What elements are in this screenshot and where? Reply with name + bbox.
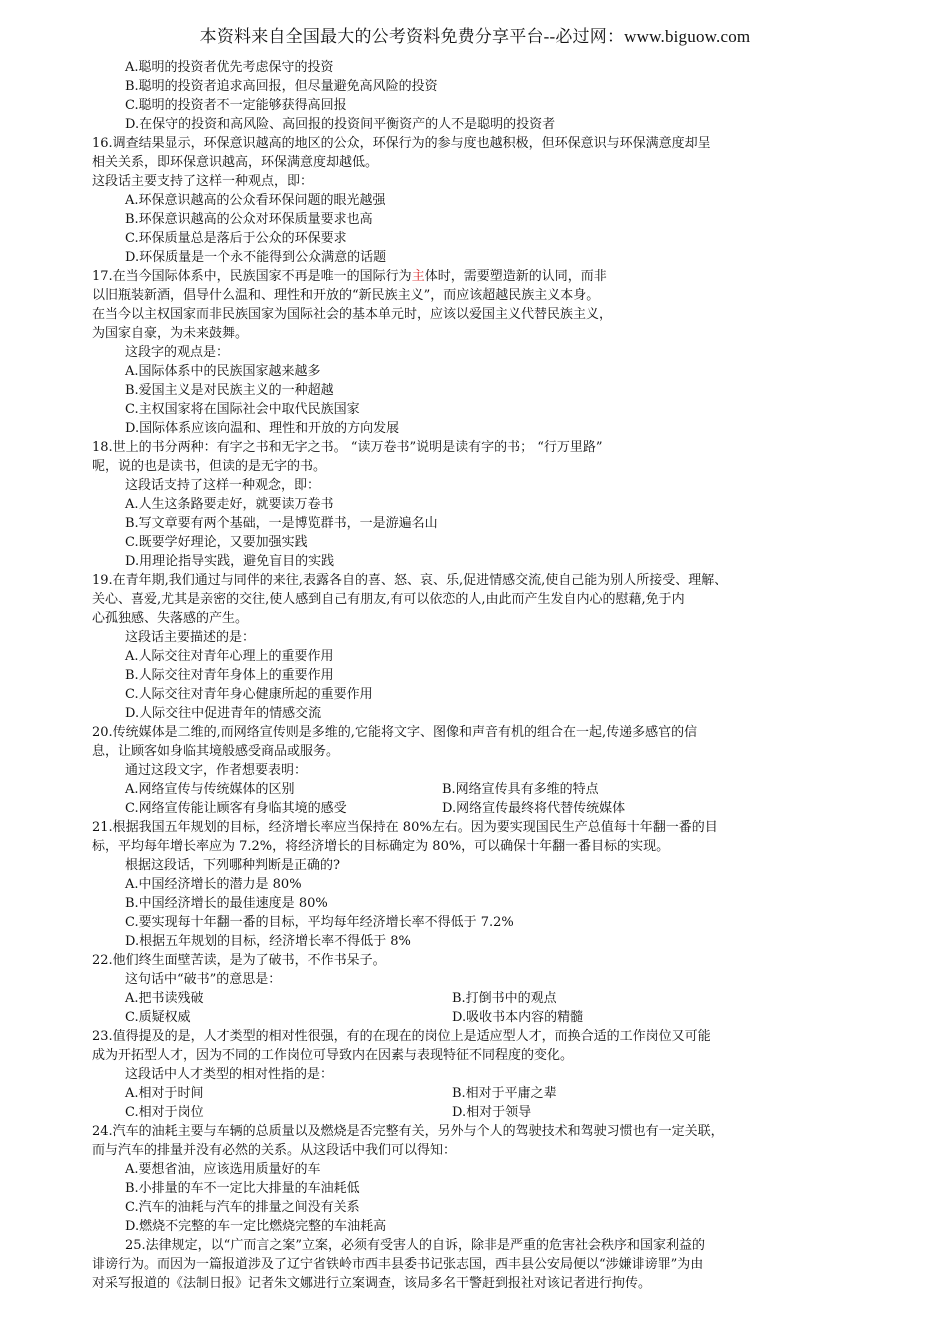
q22-text-line-1: 22.他们终生面壁苦读，是为了破书，不作书呆子。 <box>92 953 386 968</box>
q18-option-a: A.人生这条路要走好，就要读万卷书 <box>125 497 334 512</box>
q17-text-line-4: 为国家自豪，为未来鼓舞。 <box>92 326 249 341</box>
q17-text-part-b: 体时，需要塑造新的认同，而非 <box>424 269 607 284</box>
q21-option-c: C.要实现每十年翻一番的目标，平均每年经济增长率不得低于 7.2% <box>125 915 514 930</box>
q23-option-b: B.相对于平庸之辈 <box>452 1086 557 1101</box>
q23-stem: 这段话中人才类型的相对性指的是： <box>125 1067 334 1082</box>
q17-highlighted-char: 主 <box>411 269 425 284</box>
q20-option-d: D.网络宣传最终将代替传统媒体 <box>442 801 626 816</box>
q17-stem: 这段字的观点是： <box>125 345 230 360</box>
q24-text-line-1: 24.汽车的油耗主要与车辆的总质量以及燃烧是否完整有关，另外与个人的驾驶技术和驾驶习惯也有一定关联， <box>92 1124 724 1139</box>
q20-option-a: A.网络宣传与传统媒体的区别 <box>125 782 295 797</box>
q25-text-line-1: 25.法律规定，以“广而言之案”立案，必须有受害人的自诉，除非是严重的危害社会秩序和国家利益的 <box>125 1238 705 1253</box>
q17-text-line-2: 以旧瓶装新酒，倡导什么温和、理性和开放的“新民族主义”，而应该超越民族主义本身。 <box>92 288 600 303</box>
q17-text-line-1 <box>92 267 887 286</box>
q23-option-c: C.相对于岗位 <box>125 1105 204 1120</box>
q16-text-line-2: 相关关系，即环保意识越高，环保满意度却越低。 <box>92 155 379 170</box>
q20-option-c: C.网络宣传能让顾客有身临其境的感受 <box>125 801 347 816</box>
q19-option-a: A.人际交往对青年心理上的重要作用 <box>125 649 334 664</box>
q15-option-b: B.聪明的投资者追求高回报，但尽量避免高风险的投资 <box>125 79 438 94</box>
q21-option-b: B.中国经济增长的最佳速度是 80% <box>125 896 328 911</box>
q22-option-d: D.吸收书本内容的精髓 <box>452 1010 584 1025</box>
q19-option-d: D.人际交往中促进青年的情感交流 <box>125 706 322 721</box>
q23-option-a: A.相对于时间 <box>125 1086 204 1101</box>
q17-option-c: C.主权国家将在国际社会中取代民族国家 <box>125 402 360 417</box>
q22-stem: 这句话中“破书”的意思是： <box>125 972 282 987</box>
q17-option-a: A.国际体系中的民族国家越来越多 <box>125 364 321 379</box>
q24-option-a: A.要想省油，应该选用质量好的车 <box>125 1162 321 1177</box>
q19-text-line-3: 心孤独感、失落感的产生。 <box>92 611 249 626</box>
q23-options-row-2 <box>92 1103 887 1122</box>
q21-option-d: D.根据五年规划的目标，经济增长率不得低于 8% <box>125 934 411 949</box>
q18-option-c: C.既要学好理论，又要加强实践 <box>125 535 308 550</box>
q22-options-row-1 <box>92 989 887 1008</box>
q24-text-line-2: 而与汽车的排量并没有必然的关系。从这段话中我们可以得知： <box>92 1143 457 1158</box>
q20-stem: 通过这段文字，作者想要表明： <box>125 763 308 778</box>
q16-option-c: C.环保质量总是落后于公众的环保要求 <box>125 231 347 246</box>
q19-stem: 这段话主要描述的是： <box>125 630 256 645</box>
q22-option-b: B.打倒书中的观点 <box>452 991 557 1006</box>
q18-option-b: B.写文章要有两个基础，一是博览群书，一是游遍名山 <box>125 516 438 531</box>
q16-text-line-1: 16.调查结果显示，环保意识越高的地区的公众，环保行为的参与度也越积极，但环保意识与环保满意度却呈 <box>92 136 711 151</box>
q21-text-line-1: 21.根据我国五年规划的目标，经济增长率应当保持在 80%左右。因为要实现国民生产总值每十年翻一番的目 <box>92 820 718 835</box>
q16-option-a: A.环保意识越高的公众看环保问题的眼光越强 <box>125 193 386 208</box>
q24-option-d: D.燃烧不完整的车一定比燃烧完整的车油耗高 <box>125 1219 387 1234</box>
q17-option-d: D.国际体系应该向温和、理性和开放的方向发展 <box>125 421 400 436</box>
q17-text-part-a: 17.在当今国际体系中，民族国家不再是唯一的国际行为 <box>92 269 412 284</box>
q20-text-line-2: 息，让顾客如身临其境般感受商品或服务。 <box>92 744 340 759</box>
q22-option-a: A.把书读残破 <box>125 991 204 1006</box>
q21-stem: 根据这段话，下列哪种判断是正确的? <box>125 858 340 873</box>
q16-option-d: D.环保质量是一个永不能得到公众满意的话题 <box>125 250 387 265</box>
q18-stem: 这段话支持了这样一种观念，即： <box>125 478 321 493</box>
q23-options-row-1 <box>92 1084 887 1103</box>
q20-options-row-2 <box>92 799 887 818</box>
q17-option-b: B.爱国主义是对民族主义的一种超越 <box>125 383 334 398</box>
q24-option-b: B.小排量的车不一定比大排量的车油耗低 <box>125 1181 360 1196</box>
q19-option-b: B.人际交往对青年身体上的重要作用 <box>125 668 334 683</box>
q19-text-line-1: 19.在青年期,我们通过与同伴的来往,表露各自的喜、怒、哀、乐,促进情感交流,使自己能为别人所接受、理解、 <box>92 573 728 588</box>
q17-text-line-3: 在当今以主权国家而非民族国家为国际社会的基本单元时，应该以爱国主义代替民族主义， <box>92 307 613 322</box>
q18-option-d: D.用理论指导实践，避免盲目的实践 <box>125 554 335 569</box>
q20-options-row-1 <box>92 780 887 799</box>
q20-option-b: B.网络宣传具有多维的特点 <box>442 782 599 797</box>
q20-text-line-1: 20.传统媒体是二维的,而网络宣传则是多维的,它能将文字、图像和声音有机的组合在一起,传递多感官的信 <box>92 725 698 740</box>
q25-text-line-3: 对采写报道的《法制日报》记者朱文娜进行立案调查，该局多名干警赶到报社对该记者进行拘传。 <box>92 1276 652 1291</box>
q24-option-c: C.汽车的油耗与汽车的排量之间没有关系 <box>125 1200 360 1215</box>
q19-text-line-2: 关心、喜爱,尤其是亲密的交往,使人感到自己有朋友,有可以依恋的人,由此而产生发自内心的慰藉,免于内 <box>92 592 685 607</box>
q23-text-line-1: 23.值得提及的是，人才类型的相对性很强，有的在现在的岗位上是适应型人才，而换合适的工作岗位又可能 <box>92 1029 711 1044</box>
q23-text-line-2: 成为开拓型人才，因为不同的工作岗位可导致内在因素与表现特征不同程度的变化。 <box>92 1048 574 1063</box>
q22-options-row-2 <box>92 1008 887 1027</box>
q23-option-d: D.相对于领导 <box>452 1105 532 1120</box>
q18-text-line-1: 18.世上的书分两种：有字之书和无字之书。 “读万卷书”说明是读有字的书； “行万里路” <box>92 440 603 455</box>
q16-option-b: B.环保意识越高的公众对环保质量要求也高 <box>125 212 373 227</box>
q16-stem: 这段话主要支持了这样一种观点，即： <box>92 174 314 189</box>
q19-option-c: C.人际交往对青年身心健康所起的重要作用 <box>125 687 373 702</box>
q25-text-line-2: 诽谤行为。而因为一篇报道涉及了辽宁省铁岭市西丰县委书记张志国，西丰县公安局便以“涉嫌诽谤罪”为由 <box>92 1257 704 1272</box>
q21-option-a: A.中国经济增长的潜力是 80% <box>125 877 302 892</box>
q22-option-c: C.质疑权威 <box>125 1010 191 1025</box>
q15-option-c: C.聪明的投资者不一定能够获得高回报 <box>125 98 347 113</box>
q18-text-line-2: 呢，说的也是读书，但读的是无字的书。 <box>92 459 327 474</box>
q15-option-a: A.聪明的投资者优先考虑保守的投资 <box>125 60 334 75</box>
q21-text-line-2: 标，平均每年增长率应为 7.2%，将经济增长的目标确定为 80%，可以确保十年翻一番目标的实现。 <box>92 839 670 854</box>
document-body <box>92 58 887 1293</box>
q15-option-d: D.在保守的投资和高风险、高回报的投资间平衡资产的人不是聪明的投资者 <box>125 117 556 132</box>
page-header: 本资料来自全国最大的公考资料免费分享平台--必过网：www.biguow.com <box>199 27 751 46</box>
